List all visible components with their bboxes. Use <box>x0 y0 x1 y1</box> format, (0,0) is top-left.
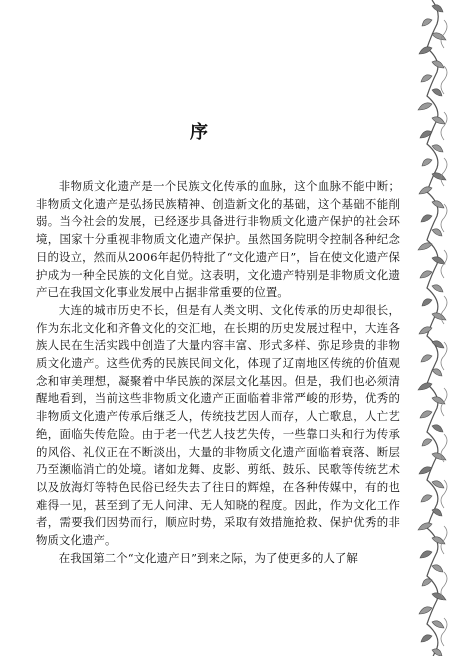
paragraph-1: 非物质文化遗产是一个民族文化传承的血脉，这个血脉不能中断；非物质文化遗产是弘扬民族精神、创造新文化的基础，这个基础不能削弱。当今社会的发展，已经逐步具备进行非物质文化遗产保护的社会环境，国家十分重视非物质文化遗产保护。虽然国务院明令控制各种纪念日的设立，然而从2006年起仍特批了“文化遗产日”，旨在使文化遗产保护成为一种全民族的文化自觉。这表明，文化遗产特别是非物质文化遗产已在我国文化事业发展中占据非常重要的位置。 <box>36 179 400 300</box>
paragraph-3: 在我国第二个“文化遗产日”到来之际，为了使更多的人了解 <box>58 550 358 565</box>
body-text <box>36 178 400 567</box>
floral-border-ornament <box>402 0 450 656</box>
page-title: 序 <box>190 122 210 143</box>
paragraph-2: 大连的城市历史不长，但是有人类文明、文化传承的历史却很长，作为东北文化和齐鲁文化的交汇地，在长期的历史发展过程中，大连各族人民在生活实践中创造了大量内容丰富、形式多样、弥足珍贵的非物质文化遗产。这些优秀的民族民间文化，体现了辽南地区传统的价值观念和审美理想，凝聚着中华民族的深层文化基因。但是，我们也必须清醒地看到，当前这些非物质文化遗产正面临着非常严峻的形势，优秀的非物质文化遗产传承后继乏人，传统技艺因人而存，人亡歌息，人亡艺绝，面临失传危险。由于老一代艺人技艺失传，一些靠口头和行为传承的风俗、礼仪正在不断淡出，大量的非物质文化遗产面临着衰落、断层乃至濒临消亡的处境。诸如龙舞、皮影、剪纸、鼓乐、民歌等传统艺术以及放海灯等特色民俗已经失去了往日的辉煌，在各种传媒中，有的也难得一见，甚至到了无人问津、无人知晓的程度。因此，作为文化工作者，需要我们因势而行，顺应时势，采取有效措施抢救、保护优秀的非物质文化遗产。 <box>36 302 400 548</box>
